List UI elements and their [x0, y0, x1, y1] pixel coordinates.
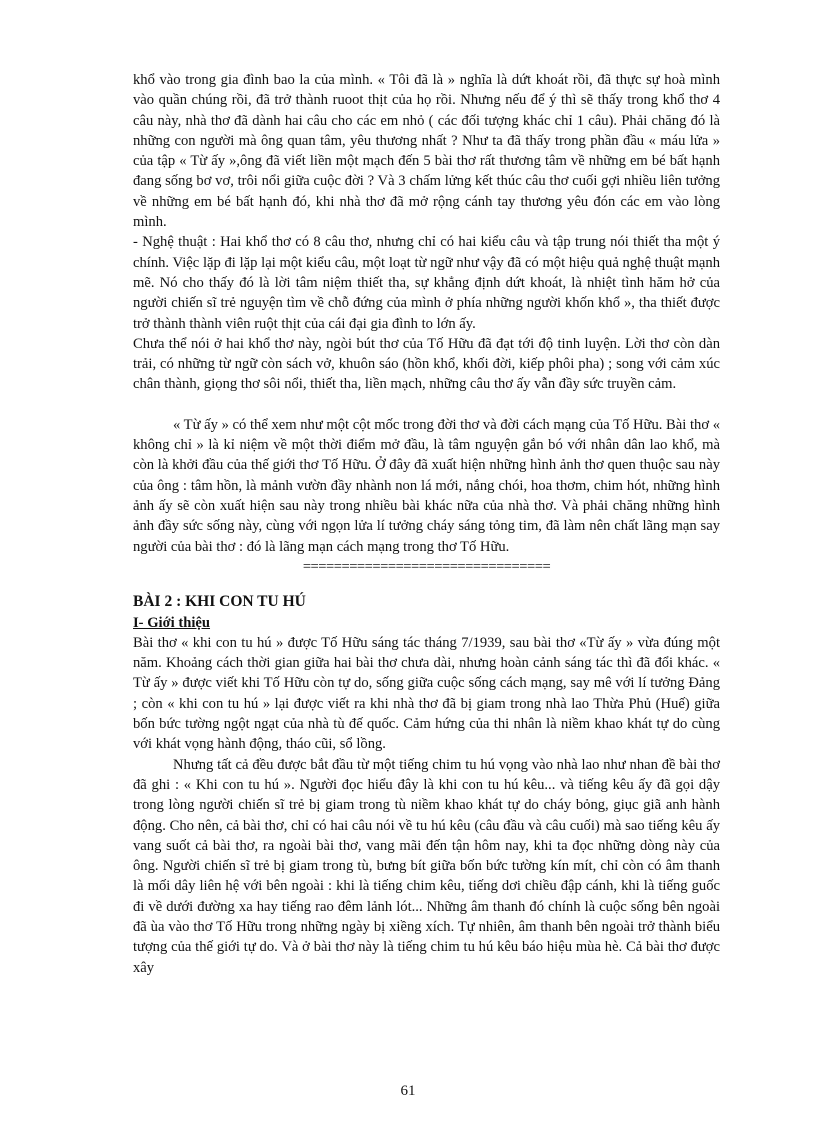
paragraph-khổ-thơ-analysis: khổ vào trong gia đình bao la của mình. « Tôi đã là » nghĩa là dứt khoát rồi, đã thực sự hoà mình vào quần chúng rồi, đã trở thành ruoot thịt của họ rồi. Nhưng nếu để ý thì sẽ thấy trong khổ thơ 4 câu này, nhà thơ đã dành hai câu cho các em nhỏ ( các đối tượng khác chỉ 1 câu). Phải chăng đó là những con người mà ông quan tâm, yêu thương nhất ? Như ta đã thấy trong phần đầu « máu lửa » của tập « Từ ấy »,ông đã viết liền một mạch đến 5 bài thơ rất thương tâm về những em bé bất hạnh đang sống bơ vơ, trôi nổi giữa cuộc đời ? Và 3 chấm lửng kết thúc câu thơ cuối gợi nhiều liên tưởng về những em bé bất hạnh đó, khi nhà thơ đã mở rộng cánh tay thương yêu đón các em vào lòng mình.: [133, 72, 720, 231]
section-title: I- Giới thiệu: [133, 614, 211, 631]
paragraph-evaluation: Chưa thể nói ở hai khổ thơ này, ngòi bút thơ của Tố Hữu đã đạt tới độ tinh luyện. Lời thơ còn dàn trải, có những từ ngữ còn sách vở, khuôn sáo (hồn khổ, khối đời, kiếp phôi pha) ; song với cảm xúc chân thành, giọng thơ sôi nổi, thiết tha, liền mạch, những câu thơ ấy vẫn đầy sức truyền cảm.: [133, 335, 720, 393]
paragraph-conclusion: « Từ ấy » có thể xem như một cột mốc trong đời thơ và đời cách mạng của Tố Hữu. Bài thơ « không chỉ » là kỉ niệm về một thời điểm mở đầu, là tâm nguyện gắn bó với nhân dân lao khổ, mà còn là khởi đầu của thế giới thơ Tố Hữu. Ở đây đã xuất hiện những hình ảnh thơ quen thuộc sau này của ông : tâm hồn, là mảnh vườn đầy nhành non lá mới, nắng chói, hoa thơm, chim hót, những hình ảnh ấy sẽ còn xuất hiện sau này trong nhiều bài khác nữa của nhà thơ. Và phải chăng những hình ảnh đầy sức sống này, cùng với ngọn lửa lí tưởng cháy sáng tỏng tim, đã làm nên chất lãng mạn say người của bài thơ : đó là lãng mạn cách mạng trong thơ Tố Hữu.: [133, 416, 720, 555]
section-divider: ================================: [302, 558, 551, 575]
lesson-title: BÀI 2 : KHI CON TU HÚ: [133, 592, 306, 610]
paragraph-nghe-thuat: - Nghệ thuật : Hai khổ thơ có 8 câu thơ, nhưng chỉ có hai kiểu câu và tập trung nói thiết tha một ý chính. Việc lặp đi lặp lại một kiểu câu, một loạt từ ngữ như vậy đã có một hiệu quả nghệ thuật mạnh mẽ. Nó cho thấy đó là lời tâm niệm thiết tha, sự khẳng định dứt khoát, là nhiệt tình hăm hở của người chiến sĩ trẻ nguyện tìm về chỗ đứng của mình ở phía những người khốn khổ », tha thiết được trở thành thành viên ruột thịt của cái đại gia đình to lớn ấy.: [133, 234, 720, 332]
paragraph-intro: Bài thơ « khi con tu hú » được Tố Hữu sáng tác tháng 7/1939, sau bài thơ «Từ ấy » vừa đúng một năm. Khoảng cách thời gian giữa hai bài thơ chưa dài, nhưng hoàn cảnh sáng tác thì đã đổi khác. « Từ ấy » được viết khi Tố Hữu còn tự do, sống giữa cuộc sống cách mạng, say mê với lí tưởng Đảng ; còn « khi con tu hú » lại được viết ra khi nhà thơ đã bị giam trong nhà lao Thừa Phủ (Huế) giữa bốn bức tường ngột ngạt của nhà tù đế quốc. Cảm hứng của thi nhân là niềm khao khát tự do cùng với khát vọng hành động, tháo cũi, sổ lồng.: [133, 634, 720, 753]
page-number: 61: [400, 1083, 416, 1099]
paragraph-body: Nhưng tất cả đều được bắt đầu từ một tiếng chim tu hú vọng vào nhà lao như nhan đề bài thơ đã ghi : « Khi con tu hú ». Người đọc hiểu đây là khi con tu hú kêu... và tiếng kêu ấy đã gọi dậy trong lòng người chiến sĩ trẻ bị giam trong tù niềm khao khát tự do cháy bỏng, giục giã anh hành động. Cho nên, cả bài thơ, chỉ có hai câu nói về tu hú kêu (câu đầu và câu cuối) mà sao tiếng kêu ấy vang suốt cả bài thơ, ra ngoài bài thơ, vang mãi đến tận hôm nay, khi ta đọc những dòng này của ông. Người chiến sĩ trẻ bị giam trong tù, bưng bít giữa bốn bức tường kín mít, chỉ còn có âm thanh là mối dây liên hệ với bên ngoài : khi là tiếng chim kêu, tiếng dơi chiều đập cánh, khi là tiếng guốc đi về dưới đường xa hay tiếng rao đêm lảnh lót... Những âm thanh đó chính là cuộc sống bên ngoài đã ùa vào thơ Tố Hữu trong những ngày bị xiềng xích. Tự nhiên, âm thanh bên ngoài trở thành biểu tượng của thế giới tự do. Và ở bài thơ này là tiếng chim tu hú kêu báo hiệu mùa hè. Cả bài thơ được xây: [133, 756, 720, 976]
paragraph-gap: [133, 395, 720, 415]
page-content: [133, 70, 720, 978]
